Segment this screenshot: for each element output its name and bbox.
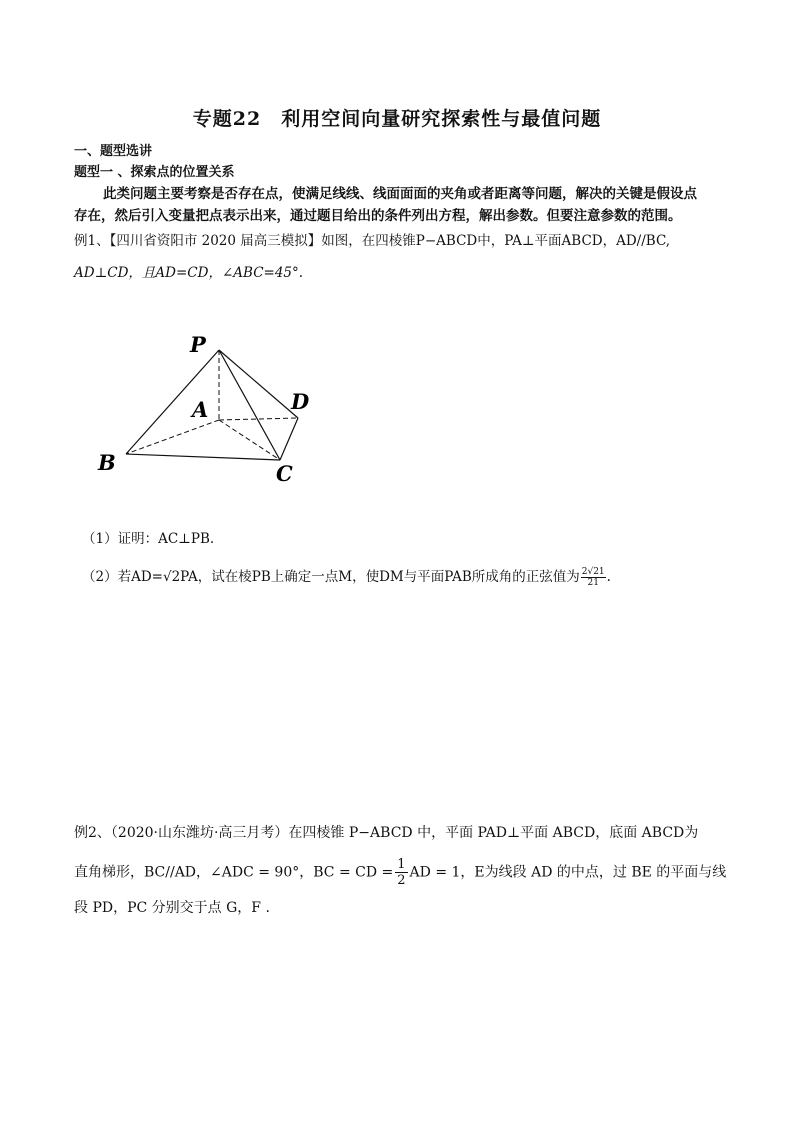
half-fraction	[395, 857, 407, 888]
half-denominator: 2	[397, 873, 406, 888]
half-numerator: 1	[397, 857, 406, 872]
edge-PC	[219, 350, 280, 460]
edge-AC	[219, 420, 280, 460]
label-D: D	[291, 389, 310, 414]
edge-AB	[126, 420, 219, 454]
intro-line-2: 存在，然后引入变量把点表示出来，通过题目给出的条件列出方程，解出参数。但要注意参数的范围。	[74, 208, 682, 224]
label-A: A	[192, 397, 209, 422]
section-heading: 一、题型选讲	[74, 144, 153, 159]
page-title: 专题22 利用空间向量研究探索性与最值问题	[192, 108, 602, 130]
sine-fraction	[581, 567, 606, 588]
label-C: C	[276, 461, 293, 486]
example2-line2	[74, 857, 726, 888]
question-2	[82, 565, 611, 588]
label-P: P	[190, 332, 206, 357]
edge-PD	[219, 350, 298, 418]
edge-BC	[126, 454, 280, 460]
edge-AD	[219, 418, 298, 420]
pyramid-figure	[90, 325, 340, 490]
type-heading: 题型一 、探索点的位置关系	[74, 165, 235, 180]
label-B: B	[98, 450, 116, 475]
question-2-text: （2）若AD=√2PA，试在棱PB上确定一点M，使DM与平面PAB所成角的正弦值为	[82, 569, 580, 585]
intro-line-1: 此类问题主要考察是否存在点，使满足线线、线面面面的夹角或者距离等问题，解决的关键是假设点	[103, 186, 697, 202]
fraction-denominator: 21	[587, 578, 599, 588]
example1-line1: 例1、【四川省资阳市 2020 届高三模拟】如图，在四棱锥P−ABCD中，PA⊥平面ABCD，AD//BC,	[74, 233, 671, 249]
example2-line2-end: AD = 1，E为线段 AD 的中点，过 BE 的平面与线	[409, 864, 727, 881]
edge-CD	[280, 418, 298, 460]
example2-line1: 例2、（2020·山东潍坊·高三月考）在四棱锥 P−ABCD 中，平面 PAD⊥平面 ABCD，底面 ABCD为	[74, 825, 699, 841]
question-1: （1）证明：AC⊥PB.	[82, 531, 215, 547]
example2-line3: 段 PD，PC 分别交于点 G，F .	[74, 900, 270, 916]
example1-line2: AD⊥CD，且AD=CD，∠ABC=45°.	[74, 265, 304, 281]
fraction-numerator: 2√21	[581, 567, 605, 577]
example2-line2-start: 直角梯形，BC//AD，∠ADC = 90°，BC = CD =	[74, 864, 394, 881]
question-2-end: .	[606, 569, 611, 585]
